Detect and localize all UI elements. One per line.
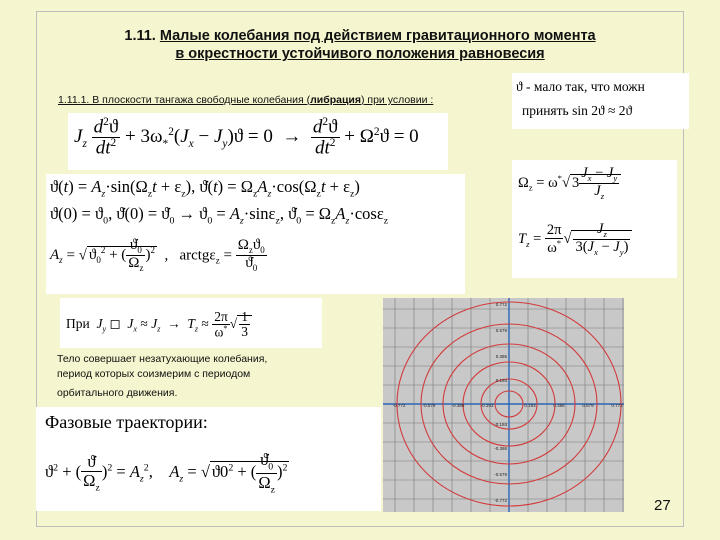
y-tick-label: -0.386: [494, 446, 507, 451]
title-number: 1.11.: [124, 28, 156, 44]
condition-box: [512, 73, 689, 129]
page-number: 27: [654, 497, 671, 514]
subheading: [58, 94, 433, 106]
phase-portrait-plot: [383, 298, 624, 512]
title-text: Малые колебания под действием гравитационного момента: [159, 28, 596, 44]
x-tick-label: 0.772: [611, 403, 623, 408]
x-tick-label: 0.579: [582, 403, 594, 408]
slide-title-line1: [60, 28, 660, 44]
x-tick-label: 0.386: [553, 403, 565, 408]
x-tick-label: -0.772: [392, 403, 406, 408]
frequency-period-formulas: $\Omega_z = \omega^*√$ 3 $\frac{J_x - J_y}{J_z}$ $T_z$ = $\frac{2\pi}{\omega^*}$ √ $\frac{J_z}{3(J_x - J_y)}$: [512, 160, 677, 278]
subheading-prefix: 1.11.1. В плоскости тангажа свободные колебания (: [58, 94, 311, 106]
x-tick-label: 0.193: [524, 403, 536, 408]
x-tick-label: -0.579: [422, 403, 436, 408]
y-tick-label: -0.193: [494, 422, 507, 427]
equation-of-motion: $J_z$ $\frac{d^2ϑ}{dt^2}$ + $3\omega_*^2(J_x - J_y)ϑ = 0$ → $\frac{d^2ϑ}{dt^2}$ + $\Omega^2ϑ = 0$: [68, 113, 448, 170]
condition-line-2: принять sin 2ϑ ≈ 2ϑ: [522, 103, 633, 118]
slide-title-line2: в окрестности устойчивого положения равновесия: [175, 46, 545, 62]
subheading-emphasis: либрация: [310, 94, 361, 106]
solution-formulas: $ϑ(t) = A_z\cdot\sin(\Omega_zt + \varepsilon_z)$, ϑ̇(t) = $\Omega_zA_z\cdot\cos(\Omega_zt + \varepsilon_z)$ $ϑ(0) = ϑ_0$, ϑ̇(0) = $ϑ̇_0 \to ϑ_0 = A_z\cdot\sin\varepsilon_z$, $ϑ̇_0 = \Omega_zA_z\cdot\cos\varepsilon_z$ $A_z$ = √ $ϑ_0^2$ + ( $\frac{ϑ̇_0}{\Omega_z}$ )$^2$ , arctgε$_z$ = $\frac{\Omega_zϑ_0}{ϑ̇_0}$: [46, 174, 465, 294]
phase-trajectories-box: Фазовые траектории: $ϑ^2$ + ( $\frac{ϑ̇}{\Omega_z}$ )$^2 = A_z^2$, $A_z$ = √ $ϑ0^2$ + ( $\frac{ϑ̇_0}{\Omega_z}$ )$^2$: [36, 407, 381, 511]
x-tick-label: -0.386: [451, 403, 465, 408]
y-tick-label: 0.386: [495, 354, 507, 359]
y-tick-label: 0.579: [495, 328, 507, 333]
y-tick-label: -0.579: [494, 472, 507, 477]
x-tick-label: -0.193: [480, 403, 494, 408]
condition-line-1: ϑ - мало так, что можн: [516, 79, 645, 94]
phase-portrait-svg: [383, 298, 624, 512]
phase-label: Фазовые траектории:: [45, 412, 208, 432]
y-tick-label: -0.772: [494, 498, 507, 503]
subheading-suffix: ) при условии :: [360, 94, 434, 106]
y-tick-label: 0.193: [495, 378, 507, 383]
oscillation-note: Тело совершает незатухающие колебания, период которых соизмерим с периодом орбитального движения.: [57, 353, 268, 399]
special-case-formula: При $J_y$ ◻ $J_x \approx J_z \to T_z$ ≈ $\frac{2\pi}{\omega^*}$ √ $\frac{1}{3}$: [60, 298, 322, 348]
y-tick-label: 0.772: [495, 302, 507, 307]
